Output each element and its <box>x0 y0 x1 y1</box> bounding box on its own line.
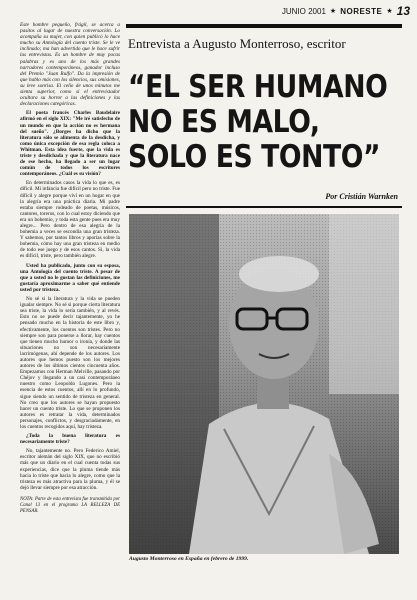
headline-line: NO ES MALO, <box>128 104 320 140</box>
star-icon: ★ <box>329 8 337 15</box>
body-paragraph: En determinados casos la vida lo que es, es difícil. Mi infancia fue difícil pero no triste. Fue difícil y alegre porque viví en un hogar en que la alegría era una práctica diaria. Mi padre estaba siempre rodeado de poetas, músicos, cantores, toreros, con lo cual estoy diciendo que era un bohemio, y toda esta gente pues era muy alegre... Pero dentro de esa alegría de la bohemia a veces se escondía una gran tristeza. Y sabemos, por tantos libros y aporías sobre la bohemia, cómo hay una gran tristeza en medio de todo ese juego y de esos cantos. Si, la vida es difícil, triste, pero también alegre. <box>20 180 120 260</box>
article-headline <box>128 69 388 175</box>
headline-bottom-rule <box>126 206 402 208</box>
page-header <box>270 4 410 18</box>
headline-line: SOLO ES TONTO” <box>128 139 381 175</box>
issue-date: JUNIO 2001 <box>281 6 326 16</box>
article-body-column <box>20 22 120 578</box>
interview-question: ¿Toda la buena literatura es necesariamente triste? <box>20 433 120 446</box>
footnote: NOTA: Parte de esta entrevista fue transmitida por Canal 13 en el programa LA BELLEZA DE PENSAR. <box>20 496 120 515</box>
page-number: 13 <box>396 4 410 18</box>
article-kicker: Entrevista a Augusto Monterroso, escritor <box>128 36 346 51</box>
headline-line: “EL SER HUMANO <box>128 69 388 105</box>
interview-question: El poeta francés Charles Baudelaire afirmó en el siglo XIX: "Me iré satisfecho de un mundo en que la acción no es hermana del sueño". ¿Borges ha dicho que la literatura sólo se alimenta de la desdicha, y como única excepción de esa regla coloca a Whitman. Esta idea fuerte, que la vida es triste y desdichada y que la literatura nace de ese hecho, ha llegado a ser un lugar común de todos los escritores contemporáneos. ¿Cuál es su visión? <box>20 110 120 178</box>
portrait-illustration <box>129 214 399 554</box>
star-icon: ★ <box>386 8 393 15</box>
body-paragraph: Este hombre pequeño, frágil, se acerca a pasitos al lugar de nuestra conversación. Lo acompaña su mujer, con quien publicó lo hace mucho su Antología del cuento triste. Se le ve inclinado; ma han advertido que le hace sufrir las entrevistas. Es un hombre de muy pocas palabras y es uno de los más grandes narradores contemporáneos, ganador incluso del Premio "Juan Rulfo". Da la impresión de que hablo más con los silencios, sus omisiones, su leve sonrisa. El ceño de unos minutos me sienta superior, como si el entrevistador ocultara su horror a las definiciones y las declaraciones categóricas. <box>20 22 120 108</box>
author-photo <box>129 214 399 554</box>
body-paragraph: No, tajantemente no. Pero Federico Amiel, escritor alemán del siglo XIX, que no escribió más que un diario en el cual cuenta todas sus experiencias, dice que la pluma tiende más hacia lo triste que hacia lo alegre, como que la tristeza es más atractiva para la pluma, y él se dejó llevar siempre por esa atracción. <box>20 448 120 491</box>
byline: Por Cristián Warnken <box>325 192 398 201</box>
interview-question: Usted ha publicado, junto con su esposa, una Antología del cuento triste. A pesar de que a usted no le gustan las definiciones, me gustaría aproximarme a saber qué entiende usted por tristeza. <box>20 262 120 293</box>
body-paragraph: No sé si la literatura y la vida se pueden igualar siempre. No sé si porque cierta literatura sea triste, la vida lo sería también, y al revés. Esto no se puede decir tajantemente, yo he pensado mucho en la historia de este libro y, efectivamente, los cuentos son tristes. Pero no siempre son para ponerse a llorar, hay cuentos que tienen mucho humor o ironía, y donde las situaciones no son necesariamente lacrimógenas, ahí depende de los autores. Los autores que hemos puesto son los mejores autores de los últimos cientos cincuenta años. Empezamos con Herman Melville, pasando por Chéjov y llegando a un casi contemporáneo nuestro como Leopoldo Lugones. Pero la esencia de estos cuentos, allí en lo profundo, sigue siendo un sentido de tristeza en general. No creo que los autores se hayan propuesto hacer un cuento triste. Lo que se proponen los autores es retratar la vida, determinados personajes, conflictos, y desgraciadamente, en los cuentos recogidos aquí, hay tristeza. <box>20 296 120 430</box>
section-name: NORESTE <box>340 6 383 16</box>
photo-caption: Augusto Monterroso en España en febrero de 1999. <box>129 556 249 562</box>
top-rule <box>126 24 402 28</box>
